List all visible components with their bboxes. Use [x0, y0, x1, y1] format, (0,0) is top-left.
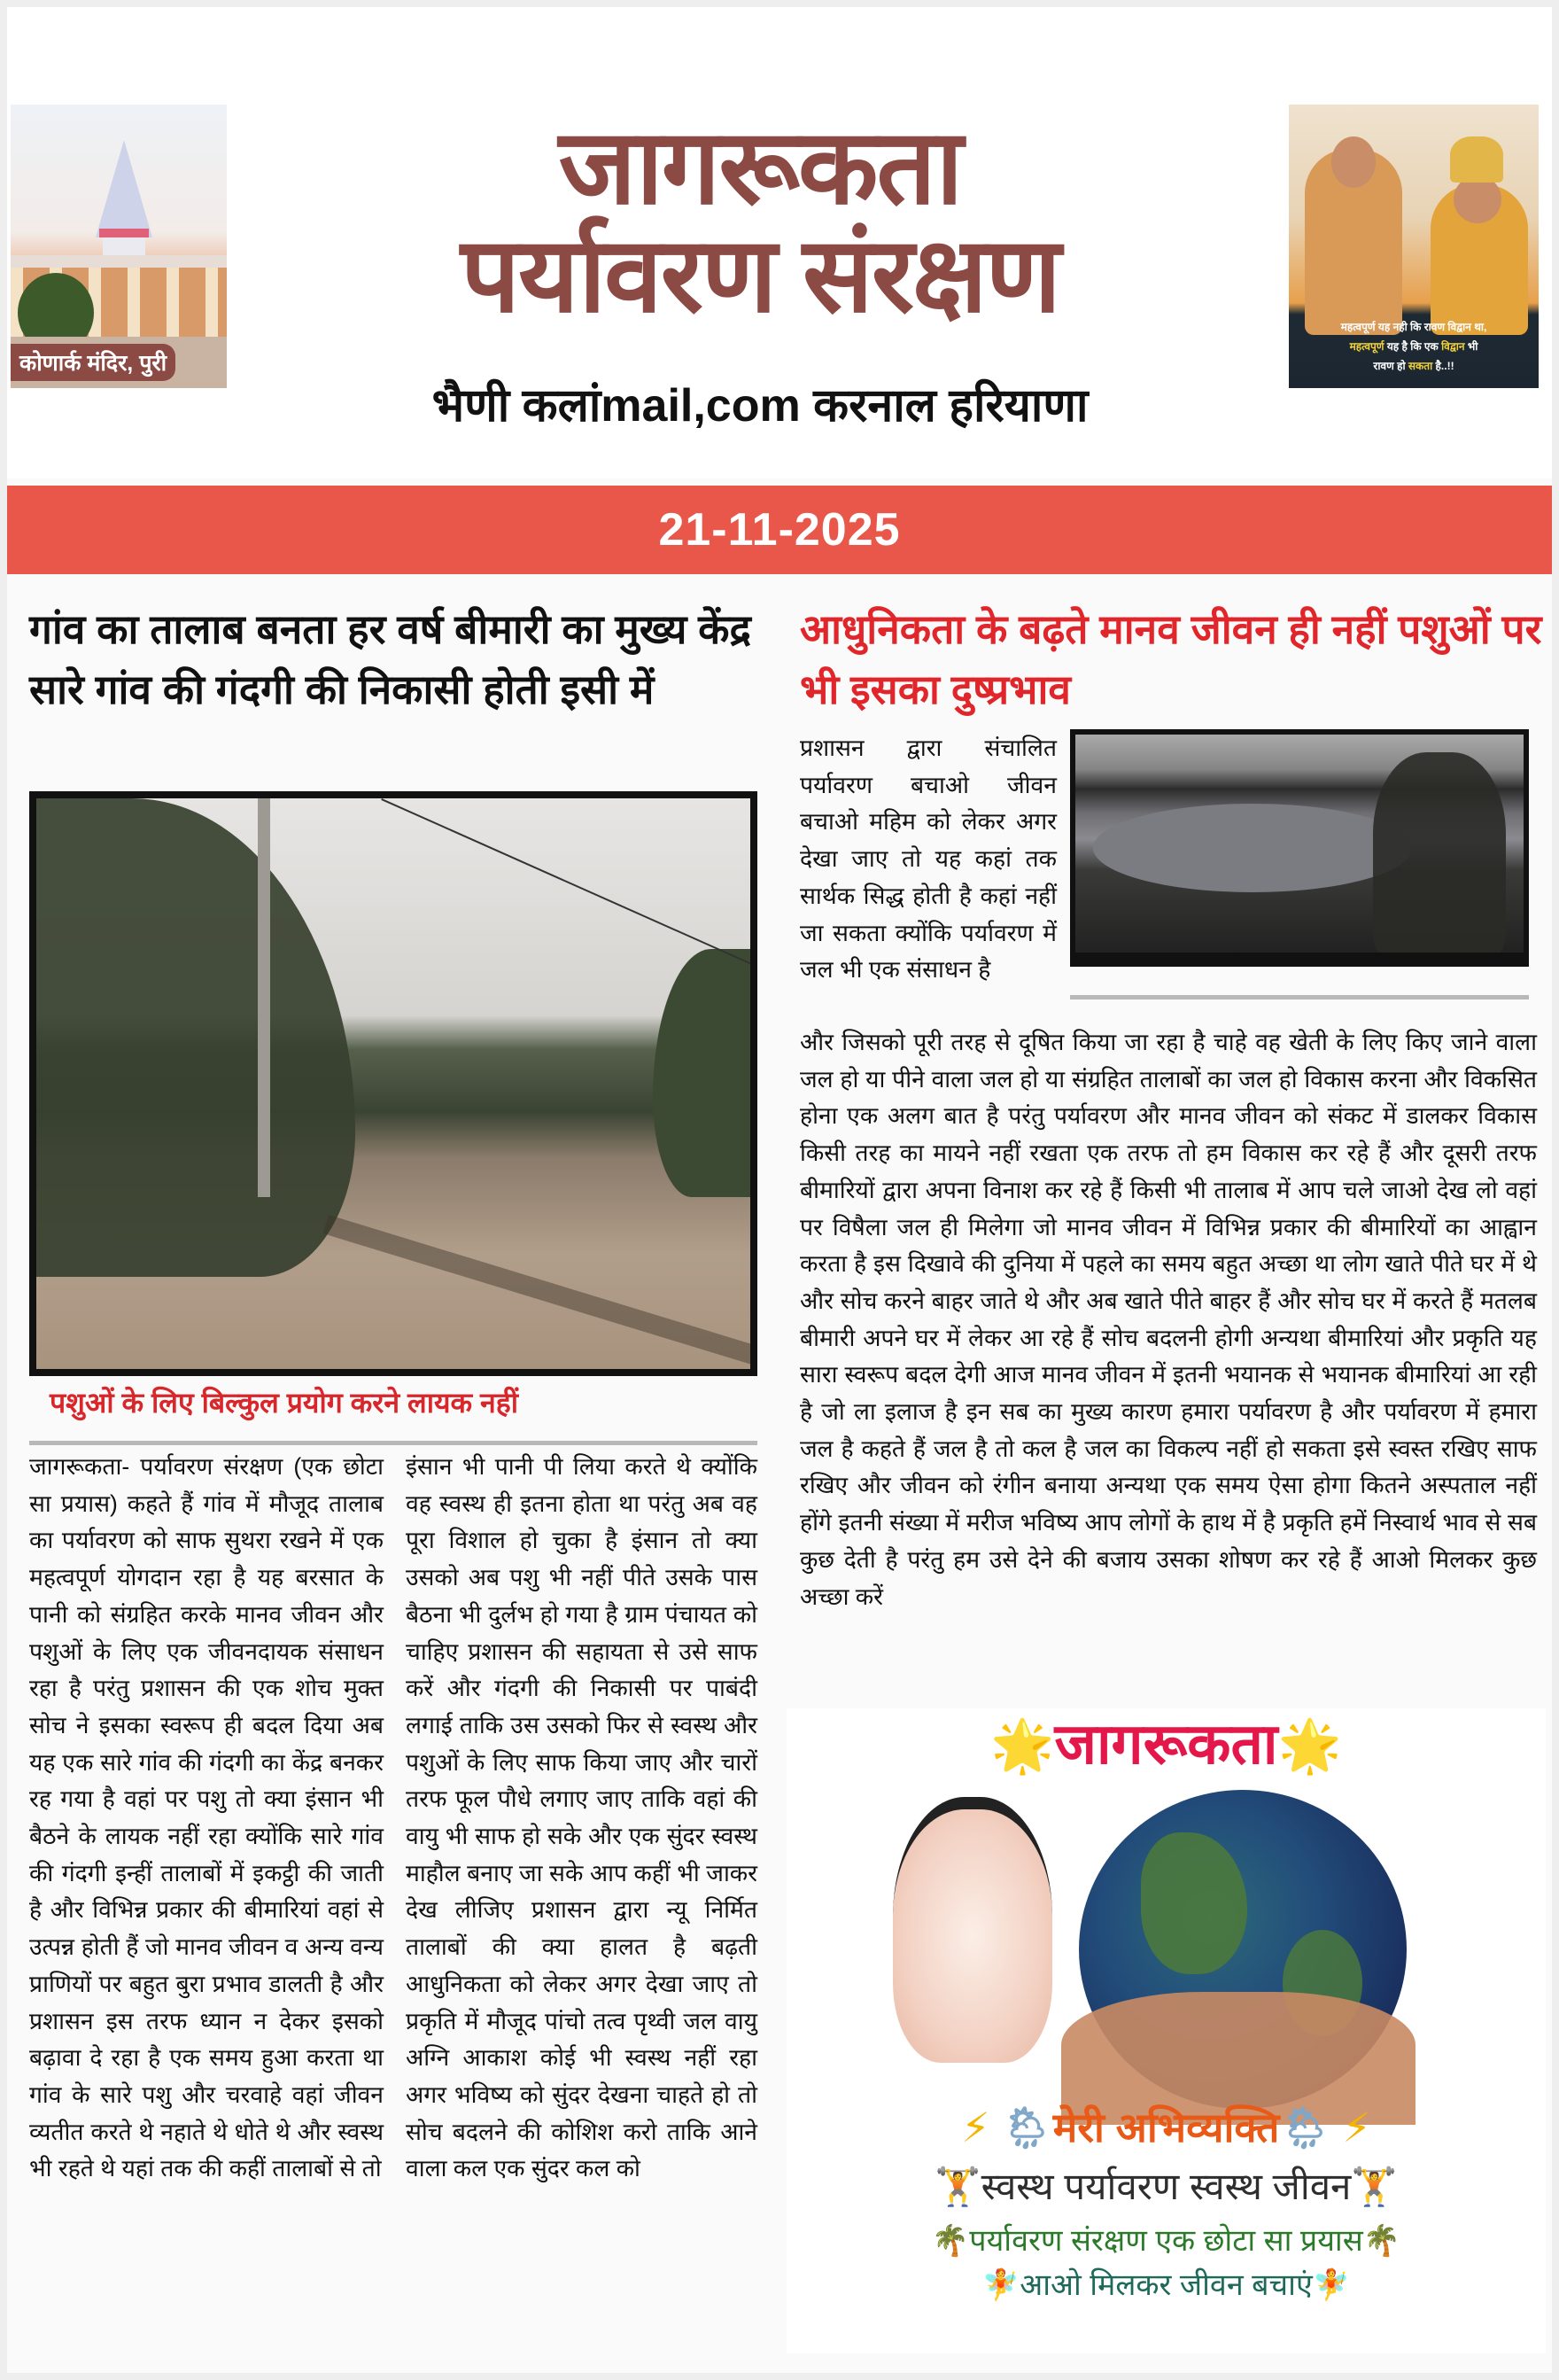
author-portrait: [893, 1797, 1052, 2063]
left-article-column-2: इंसान भी पानी पी लिया करते थे क्योंकि वह स्वस्थ ही इतना होता था परंतु अब वह पूरा विशाल हो चुका है इंसान तो क्या उसको अब पशु भी नहीं पीते उसके पास बैठना भी दुर्लभ हो गया है ग्राम पंचायत को चाहिए प्रशासन की सहायता से उसे साफ करें और गंदगी की निकासी पर पाबंदी लगाई ताकि उस उसको फिर से स्वस्थ और पशुओं के लिए साफ किया जाए और चारों तरफ फूल पौधे लगाए जाए ताकि वहां की वायु भी साफ हो सके और एक सुंदर स्वस्थ माहौल बनाए जा सके आप कहीं भी जाकर देख लीजिए प्रशासन द्वारा न्यू निर्मित तालाबों की क्या हालत है बढ़ती आधुनिकता को लेकर अगर देखा जाए तो प्रकृति में मौजूद पांचो तत्व पृथ्वी जल वायु अग्नि आकाश कोई भी स्वस्थ नहीं रहा अगर भविष्य को सुंदर देखना चाहते हो तो सोच बदलने की कोशिश करो ताकि आने वाला कल एक सुंदर कल को: [406, 1453, 757, 2182]
star-icon: 🌟: [990, 1715, 1055, 1776]
right-article-headline: आधुनिकता के बढ़ते मानव जीवन ही नहीं पशुओं पर भी इसका दुष्प्रभाव: [800, 606, 1542, 712]
quote-text: यह है कि एक: [1384, 340, 1442, 353]
awareness-poster: [787, 1708, 1546, 2353]
poster-line-4: [787, 2262, 1546, 2308]
quote-line3: [1289, 356, 1539, 376]
masthead-title-line1: जागरूकता: [558, 109, 962, 226]
palm-tree-icon: 🌴: [1362, 2223, 1401, 2259]
temple-photo: [11, 105, 227, 388]
left-article-headline: गांव का तालाब बनता हर वर्ष बीमारी का मुख्य केंद्र सारे गांव की गंदगी की निकासी होती इसी में: [29, 606, 751, 712]
weightlifter-icon: 🏋: [1351, 2165, 1398, 2208]
temple-photo-label: कोणार्क मंदिर, पुरी: [11, 344, 175, 381]
date-bar: [7, 486, 1552, 574]
pond-bush: [1373, 752, 1506, 956]
palm-tree-icon: 🌴: [931, 2223, 970, 2259]
sun-rain-cloud-icon: 🌦: [1001, 2104, 1053, 2151]
electric-pole: [258, 798, 270, 1197]
pole-shadow: [323, 1215, 757, 1376]
fairy-icon: 🧚: [1312, 2267, 1351, 2303]
divider: [29, 1441, 757, 1445]
left-photo-caption: पशुओं के लिए बिल्कुल प्रयोग करने लायक नहीं: [50, 1387, 519, 1419]
divider: [1070, 995, 1529, 999]
sun-rain-cloud-icon: 🌦: [1279, 2104, 1331, 2151]
misty-pond-photo: [1070, 729, 1529, 967]
fairy-icon: 🧚: [981, 2267, 1020, 2303]
quote-highlight: विद्वान: [1441, 340, 1465, 353]
newspaper-page: [7, 7, 1552, 2373]
poster-title-text: जागरूकता: [1054, 1712, 1278, 1776]
weightlifter-icon: 🏋: [935, 2165, 981, 2208]
poster-title: [787, 1708, 1546, 1781]
quote-text: है..!!: [1432, 360, 1454, 372]
temple-roof: [11, 255, 227, 268]
star-icon: 🌟: [1277, 1715, 1342, 1776]
spire-band: [99, 229, 149, 237]
lightning-icon: ⚡: [1342, 2104, 1371, 2151]
poster-line-2: [787, 2160, 1546, 2213]
photo-quote: [1289, 317, 1539, 376]
ram-ravan-photo: [1289, 105, 1539, 388]
issue-date: 21-11-2025: [658, 504, 901, 556]
poster-line-3: [787, 2218, 1546, 2264]
quote-line1: महत्वपूर्ण यह नही कि रावण विद्वान था,: [1340, 321, 1487, 333]
right-article-intro: प्रशासन द्वारा संचालित पर्यावरण बचाओ जीवन बचाओ महिम को लेकर अगर देखा जाए तो यह कहां तक सार्थक सिद्ध होती है कहां नहीं जा सकता क्योंकि पर्यावरण में जल भी एक संसाधन है: [800, 735, 1057, 984]
poster-line-3-text: पर्यावरण संरक्षण एक छोटा सा प्रयास: [969, 2224, 1363, 2258]
masthead-title-line2: पर्यावरण संरक्षण: [461, 217, 1059, 334]
trees-left: [36, 798, 355, 1277]
figure-ram-head: [1331, 136, 1376, 188]
quote-text: भी: [1464, 340, 1478, 353]
crown-icon: [1450, 136, 1503, 183]
right-article-body: और जिसको पूरी तरह से दूषित किया जा रहा है चाहे वह खेती के लिए किए जाने वाला जल हो या पीने वाला जल हो या संग्रहित तालाबों का जल हो विकास करना और विकसित होना एक अलग बात है परंतु पर्यावरण और मानव जीवन को संकट में डालकर विकास किसी तरह का मायने नहीं रखता एक तरफ तो हम विकास कर रहे हैं और दूसरी तरफ बीमारियों द्वारा अपना विनाश कर रहे हैं किसी भी तालाब में आप चले जाओ देख लो वहां पर विषैला जल ही मिलेगा जो मानव जीवन में विभिन्न प्रकार की बीमारियों का आह्वान करता है इस दिखावे की दुनिया में पहले का समय बहुत अच्छा था लोग खाते पीते घर में थे और सोच करने बाहर जाते थे और अब खाते पीते बाहर हैं और सोच घर में करते हैं मतलब बीमारी अपने घर में लेकर आ रहे हैं सोच बदलनी होगी अन्यथा बीमारियां और प्रकृति यह सारा स्वरूप बदल देगी आज मानव जीवन में इतनी भयानक से भयानक बीमारियां आ रही है जो ला इलाज है इन सब का मुख्य कारण हमारा पर्यावरण है और पर्यावरण में हमारा जल है कहते हैं जल है तो कल है जल का विकल्प नहीं हो सकता इसे स्वस्त रखिए साफ रखिए और जीवन को रंगीन बनाया अन्यथा एक समय ऐसा होगा कितने अस्पताल नहीं होंगे इतनी संख्या में मरीज भविष्य आप लोगों के हाथ में है प्रकृति हमें निस्वार्थ भाव से सब कुछ देती है परंतु हम उसे देने की बजाय उसका शोषण कर रहे हैं आओ मिलकर कुछ अच्छा करें: [800, 1029, 1537, 1610]
poster-line-1-text: मेरी अभिव्यक्ति: [1052, 2104, 1280, 2151]
quote-text: रावण हो: [1373, 360, 1408, 372]
quote-highlight: सकता: [1408, 360, 1433, 372]
lightning-icon: ⚡: [961, 2104, 990, 2151]
masthead-title: [237, 109, 1283, 334]
masthead-header: [7, 7, 1552, 478]
left-article-column-1: जागरूकता- पर्यावरण संरक्षण (एक छोटा सा प्रयास) कहते हैं गांव में मौजूद तालाब का पर्यावरण को साफ सुथरा रखने में एक महत्वपूर्ण योगदान रहा है यह बरसात के पानी को संग्रहित करके मानव जीवन और पशुओं के लिए एक जीवनदायक संसाधन रहा है परंतु प्रशासन की एक शोच मुक्त सोच ने इसका स्वरूप ही बदल दिया अब यह एक सारे गांव की गंदगी का केंद्र बनकर रह गया है वहां पर पशु तो क्या इंसान भी बैठने के लायक नहीं रहा क्योंकि सारे गांव की गंदगी इन्हीं तालाबों में इकट्ठी की जाती है और विभिन्न प्रकार की बीमारियां वहां से उत्पन्न होती हैं जो मानव जीवन व अन्य वन्य प्राणियों पर बहुत बुरा प्रभाव डालती है और प्रशासन इस तरफ ध्यान न देकर इसको बढ़ावा दे रहा है एक समय हुआ करता था गांव के सारे पशु और चरवाहे वहां जीवन व्यतीत करते थे नहाते थे धोते थे और स्वस्थ भी रहते थे यहां तक की कहीं तालाबों से तो: [29, 1453, 384, 2182]
pond-water: [1093, 804, 1412, 892]
trees-right: [653, 949, 750, 1197]
poster-line-1: [787, 2098, 1546, 2157]
quote-line2: [1289, 337, 1539, 356]
figure-ravan-head: [1454, 175, 1501, 223]
village-pond-road-photo: [29, 791, 757, 1376]
poster-line-4-text: आओ मिलकर जीवन बचाएं: [1020, 2268, 1313, 2302]
poster-line-2-text: स्वस्थ पर्यावरण स्वस्थ जीवन: [981, 2166, 1352, 2207]
temple-spire: [96, 140, 152, 237]
quote-highlight: महत्वपूर्ण: [1349, 340, 1384, 353]
masthead-subtitle: भैणी कलांmail,com करनाल हरियाणा: [431, 380, 1089, 432]
